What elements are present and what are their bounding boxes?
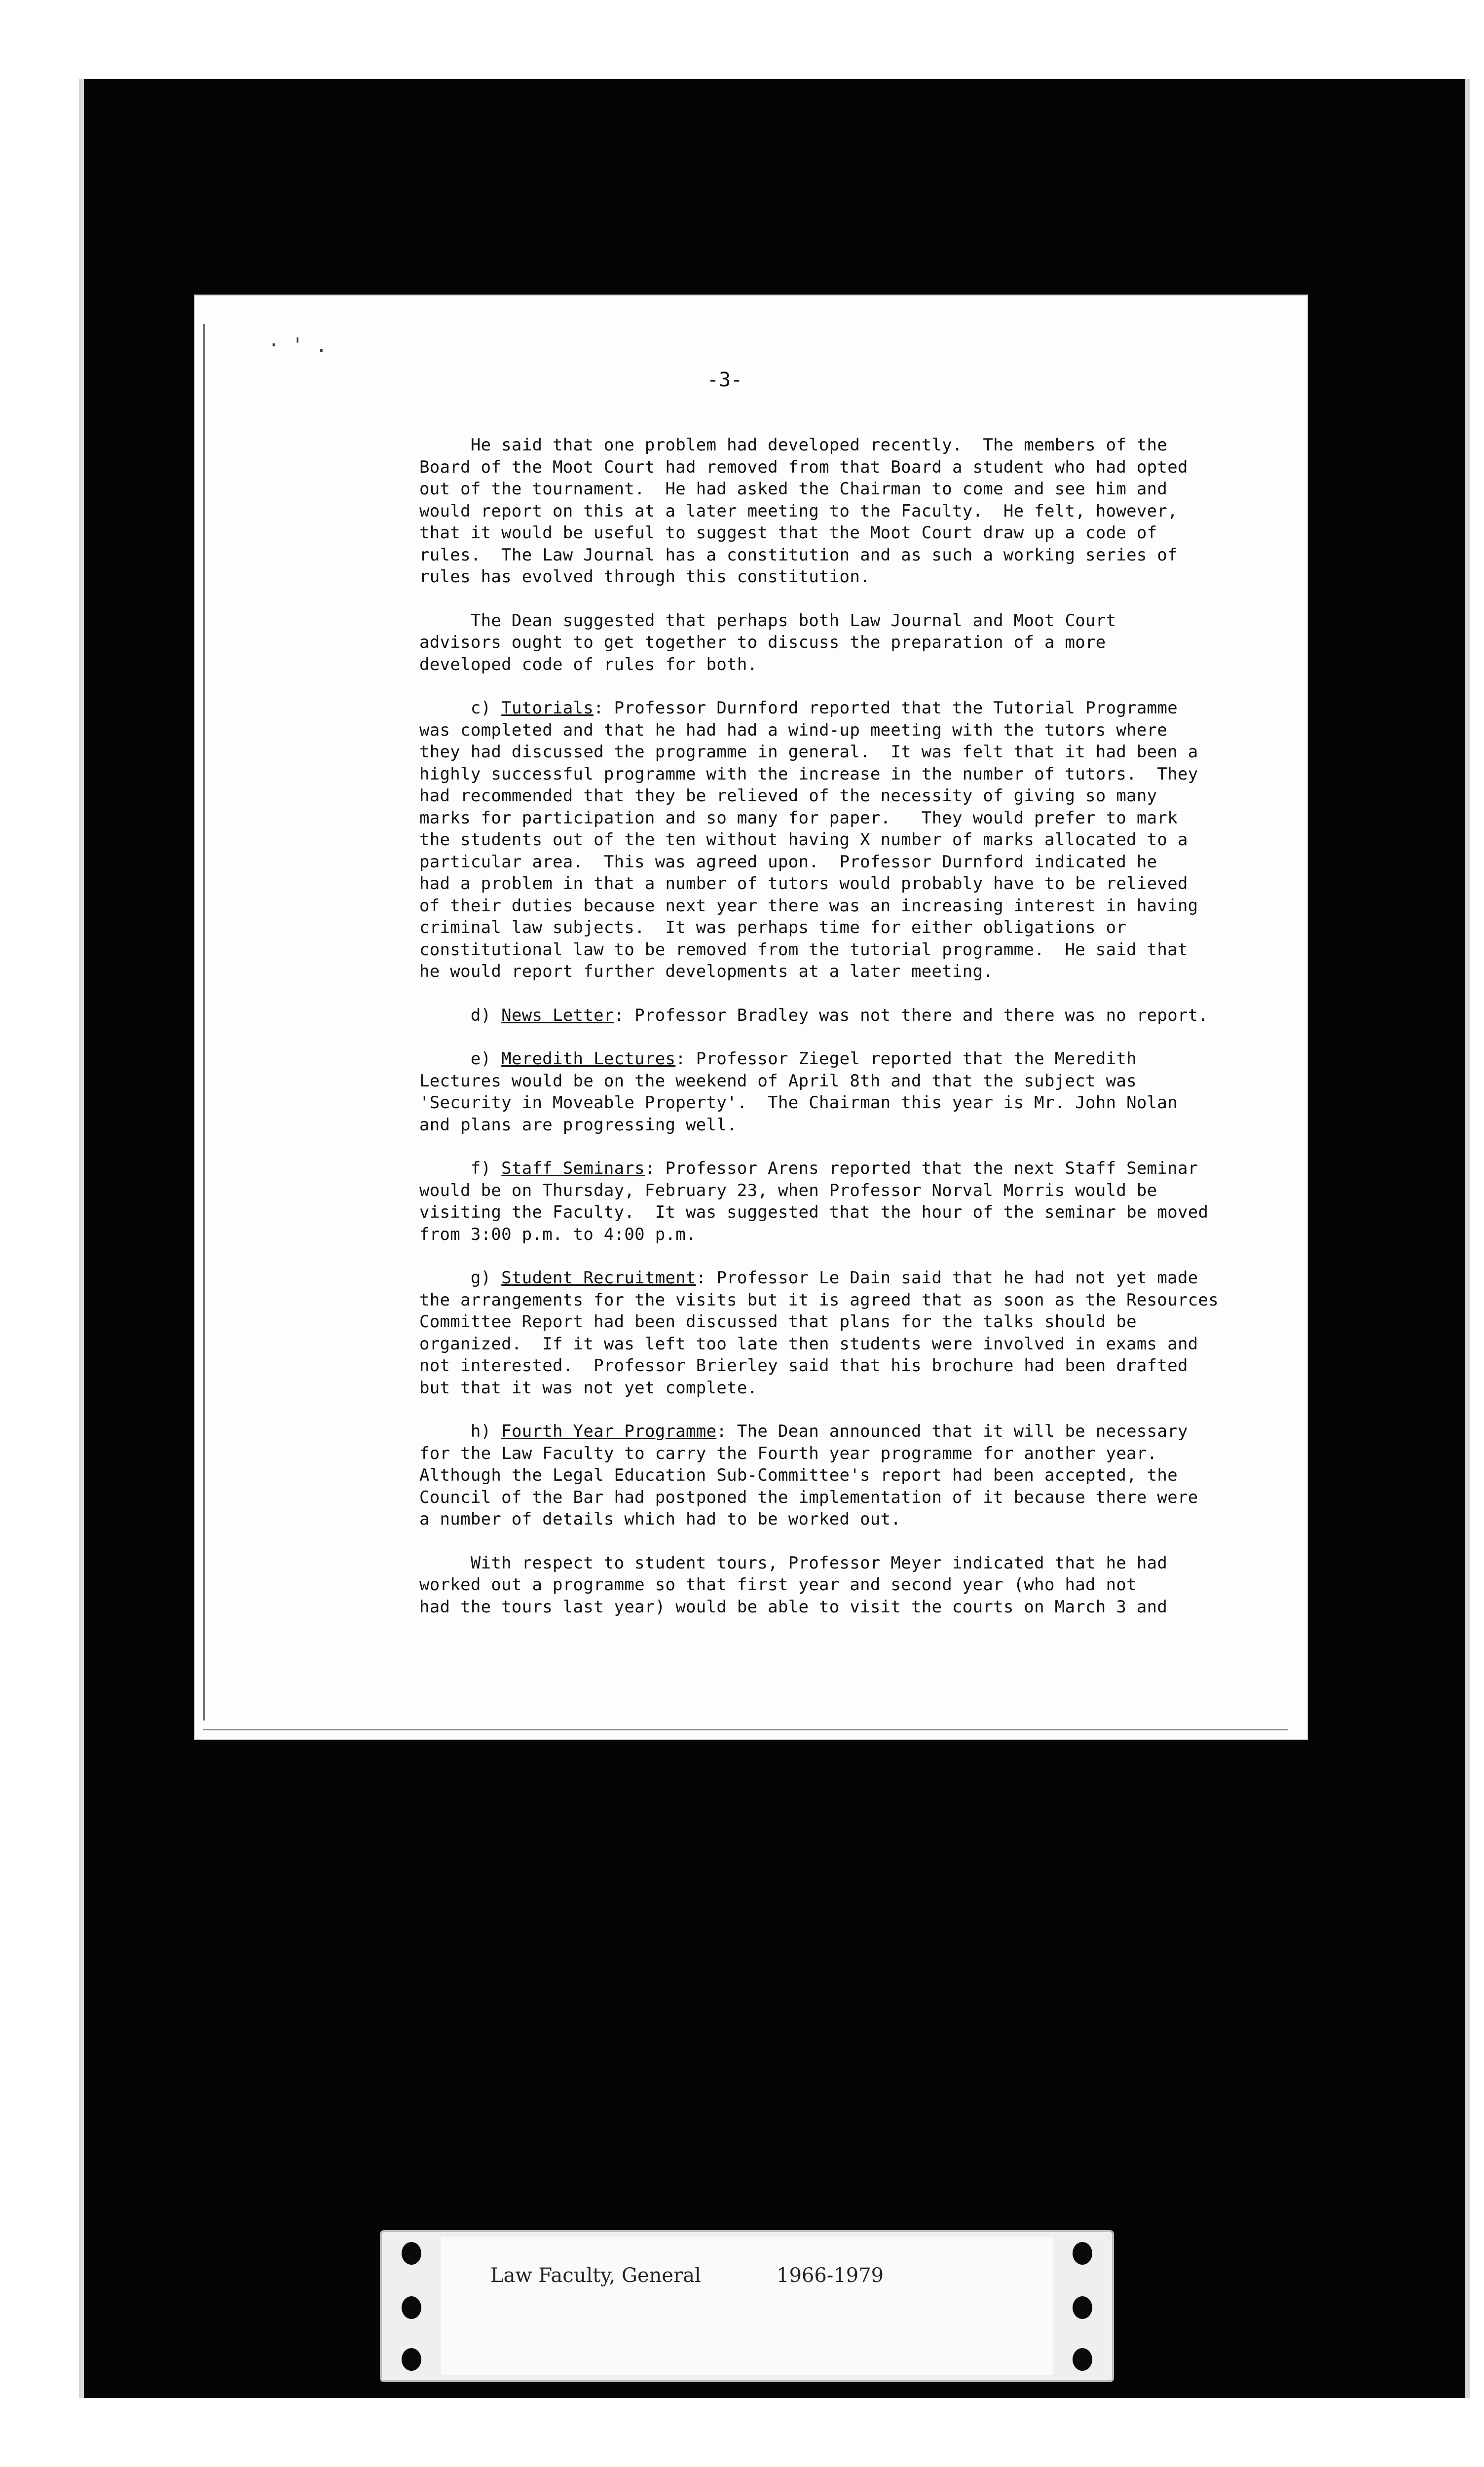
page-number: -3-	[707, 369, 743, 391]
scan-specks: · ' .	[268, 334, 328, 357]
paragraph: f) Staff Seminars: Professor Arens reported that the next Staff Seminar would be on Thursday, February 23, when Professor Norval Morris would be visiting the Faculty. It was suggested that the hour of the seminar be moved from 3:00 p.m. to 4:00 p.m.	[419, 1159, 1209, 1244]
section-heading: Tutorials	[501, 698, 594, 718]
section-heading: Meredith Lectures	[501, 1049, 676, 1069]
archive-label-strip	[380, 2230, 1114, 2382]
document-page	[194, 295, 1308, 1740]
section-heading: News Letter	[501, 1005, 614, 1025]
sprocket-hole-icon	[1073, 2242, 1092, 2265]
sprocket-hole-icon	[402, 2296, 421, 2319]
page-edge-rule	[203, 324, 205, 1720]
paragraph: g) Student Recruitment: Professor Le Dain said that he had not yet made the arrangements for the visits but it is agreed that as soon as the Resources Committee Report had been discussed that plans for the talks should be organized. If it was left too late then students were involved in exams and not interested. Professor Brierley said that his brochure had been drafted but that it was not yet complete.	[419, 1268, 1219, 1398]
label-date-range: 1966-1979	[777, 2264, 884, 2287]
section-heading: Fourth Year Programme	[501, 1421, 717, 1441]
paragraph: With respect to student tours, Professor Meyer indicated that he had worked out a programme so that first year and second year (who had not had the tours last year) would be able to visit the courts on March 3 and	[419, 1553, 1168, 1617]
label-collection-title: Law Faculty, General	[490, 2264, 701, 2287]
paragraph: He said that one problem had developed recently. The members of the Board of the Moot Court had removed from that Board a student who had opted out of the tournament. He had asked the Chairman to come and see him and would report on this at a later meeting to the Faculty. He felt, however, that it would be useful to suggest that the Moot Court draw up a code of rules. The Law Journal has a constitution and as such a working series of rules has evolved through this constitution.	[419, 435, 1188, 587]
paragraph: e) Meredith Lectures: Professor Ziegel reported that the Meredith Lectures would be on the weekend of April 8th and that the subject was 'Security in Moveable Property'. The Chairman this year is Mr. John Nolan and plans are progressing well.	[419, 1049, 1178, 1135]
archive-label-card	[441, 2237, 1053, 2375]
paragraph: d) News Letter: Professor Bradley was not there and there was no report.	[419, 1005, 1209, 1025]
section-heading: Student Recruitment	[501, 1268, 696, 1288]
sprocket-hole-icon	[1073, 2296, 1092, 2319]
paragraph: The Dean suggested that perhaps both Law Journal and Moot Court advisors ought to get together to discuss the preparation of a more developed code of rules for both.	[419, 610, 1116, 674]
page-bottom-rule	[203, 1729, 1288, 1730]
sprocket-hole-icon	[402, 2348, 421, 2371]
sprocket-hole-icon	[1073, 2348, 1092, 2371]
document-body	[419, 434, 1258, 1640]
paragraph: h) Fourth Year Programme: The Dean announced that it will be necessary for the Law Faculty to carry the Fourth year programme for another year. Although the Legal Education Sub-Committee's report had been accepted, the Council of the Bar had postponed the implementation of it because there were a number of details which had to be worked out.	[419, 1421, 1198, 1529]
paragraph: c) Tutorials: Professor Durnford reported that the Tutorial Programme was completed and that he had had a wind-up meeting with the tutors where they had discussed the programme in general. It was felt that it had been a highly successful programme with the increase in the number of tutors. They had recommended that they be relieved of the necessity of giving so many marks for participation and so many for paper. They would prefer to mark the students out of the ten without having X number of marks allocated to a particular area. This was agreed upon. Professor Durnford indicated he had a problem in that a number of tutors would probably have to be relieved of their duties because next year there was an increasing interest in having criminal law subjects. It was perhaps time for either obligations or constitutional law to be removed from the tutorial programme. He said that he would report further developments at a later meeting.	[419, 698, 1198, 981]
sprocket-hole-icon	[402, 2242, 421, 2265]
section-heading: Staff Seminars	[501, 1159, 645, 1178]
